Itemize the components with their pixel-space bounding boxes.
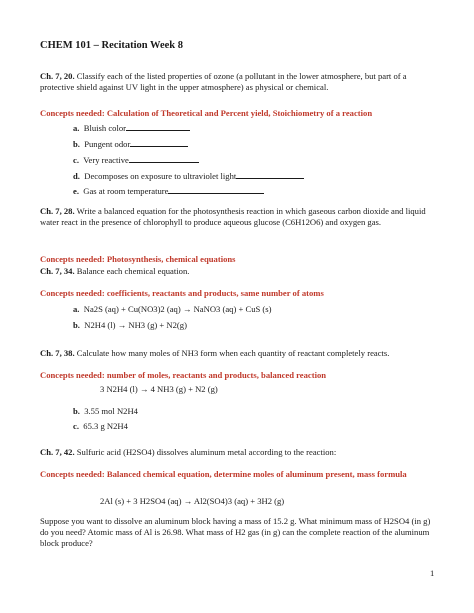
answer-blank bbox=[168, 185, 264, 194]
item-letter: a. bbox=[73, 123, 80, 133]
item-letter: b. bbox=[73, 320, 80, 330]
question-ref: Ch. 7, 42. bbox=[40, 447, 75, 457]
answer-blank bbox=[130, 138, 188, 147]
answer-blank bbox=[236, 170, 304, 179]
item-text: Pungent odor bbox=[84, 139, 131, 149]
question-text: Write a balanced equation for the photosynthesis reaction in which gaseous carbon dioxide and liquid water react in the presence of chlorophyll to produce aqueous glucose (C6H12O6) and oxygen gas. bbox=[40, 206, 426, 227]
item-letter: d. bbox=[73, 171, 80, 181]
concepts-needed: Concepts needed: number of moles, reactants and products, balanced reaction bbox=[40, 370, 327, 380]
question-2 bbox=[40, 206, 440, 228]
question-followup: Suppose you want to dissolve an aluminum block having a mass of 15.2 g. What minimum mass of H2SO4 (in g) do you need? Atomic mass of Al is 26.98. What mass of H2 gas (in g) can the complete reaction of the aluminum block produce? bbox=[40, 516, 431, 548]
equation-item bbox=[73, 304, 272, 315]
equation-item bbox=[73, 320, 187, 331]
list-item bbox=[73, 154, 199, 166]
concepts-needed: Concepts needed: coefficients, reactants and products, same number of atoms bbox=[40, 288, 324, 298]
concepts-needed: Concepts needed: Balanced chemical equation, determine moles of aluminum present, mass formula bbox=[40, 469, 407, 479]
list-item bbox=[73, 122, 190, 134]
item-text: Bluish color bbox=[83, 123, 127, 133]
item-letter: e. bbox=[73, 186, 79, 196]
item-letter: b. bbox=[73, 406, 80, 416]
equation-text: Na2S (aq) + Cu(NO3)2 (aq) → NaNO3 (aq) + CuS (s) bbox=[83, 304, 272, 314]
item-text: Very reactive bbox=[83, 155, 129, 165]
list-item bbox=[73, 185, 264, 197]
item-letter: b. bbox=[73, 139, 80, 149]
item-text: 65.3 g N2H4 bbox=[83, 421, 128, 431]
item-text: Gas at room temperature bbox=[83, 186, 169, 196]
list-item bbox=[73, 170, 304, 182]
question-text: Calculate how many moles of NH3 form when each quantity of reactant completely reacts. bbox=[76, 348, 390, 358]
item-letter: c. bbox=[73, 155, 79, 165]
list-item bbox=[73, 421, 128, 432]
item-letter: c. bbox=[73, 421, 79, 431]
list-item bbox=[73, 406, 138, 417]
concepts-needed: Concepts needed: Photosynthesis, chemical equations bbox=[40, 254, 236, 264]
equation-text: 3 N2H4 (l) → 4 NH3 (g) + N2 (g) bbox=[100, 384, 218, 394]
page-number: 1 bbox=[430, 568, 435, 578]
answer-blank bbox=[126, 122, 190, 131]
equation-text: 2Al (s) + 3 H2SO4 (aq) → Al2(SO4)3 (aq) + 3H2 (g) bbox=[100, 496, 285, 506]
question-1 bbox=[40, 71, 438, 93]
item-text: Decomposes on exposure to ultraviolet light bbox=[84, 171, 237, 181]
page-title: CHEM 101 – Recitation Week 8 bbox=[40, 40, 184, 51]
question-5 bbox=[40, 447, 336, 458]
question-ref: Ch. 7, 20. bbox=[40, 71, 75, 81]
question-ref: Ch. 7, 34. bbox=[40, 266, 75, 276]
question-ref: Ch. 7, 38. bbox=[40, 348, 75, 358]
question-text: Sulfuric acid (H2SO4) dissolves aluminum metal according to the reaction: bbox=[76, 447, 337, 457]
item-text: 3.55 mol N2H4 bbox=[84, 406, 138, 416]
list-item bbox=[73, 138, 188, 150]
question-text: Balance each chemical equation. bbox=[76, 266, 190, 276]
equation-text: N2H4 (l) → NH3 (g) + N2(g) bbox=[84, 320, 187, 330]
item-letter: a. bbox=[73, 304, 80, 314]
answer-blank bbox=[129, 154, 199, 163]
question-3 bbox=[40, 266, 189, 277]
concepts-needed: Concepts needed: Calculation of Theoretical and Percent yield, Stoichiometry of a reaction bbox=[40, 108, 373, 118]
question-text: Classify each of the listed properties of ozone (a pollutant in the lower atmosphere, but part of a protective shield against UV light in the upper atmosphere) as physical or chemical. bbox=[40, 71, 407, 92]
question-4 bbox=[40, 348, 389, 359]
question-ref: Ch. 7, 28. bbox=[40, 206, 75, 216]
